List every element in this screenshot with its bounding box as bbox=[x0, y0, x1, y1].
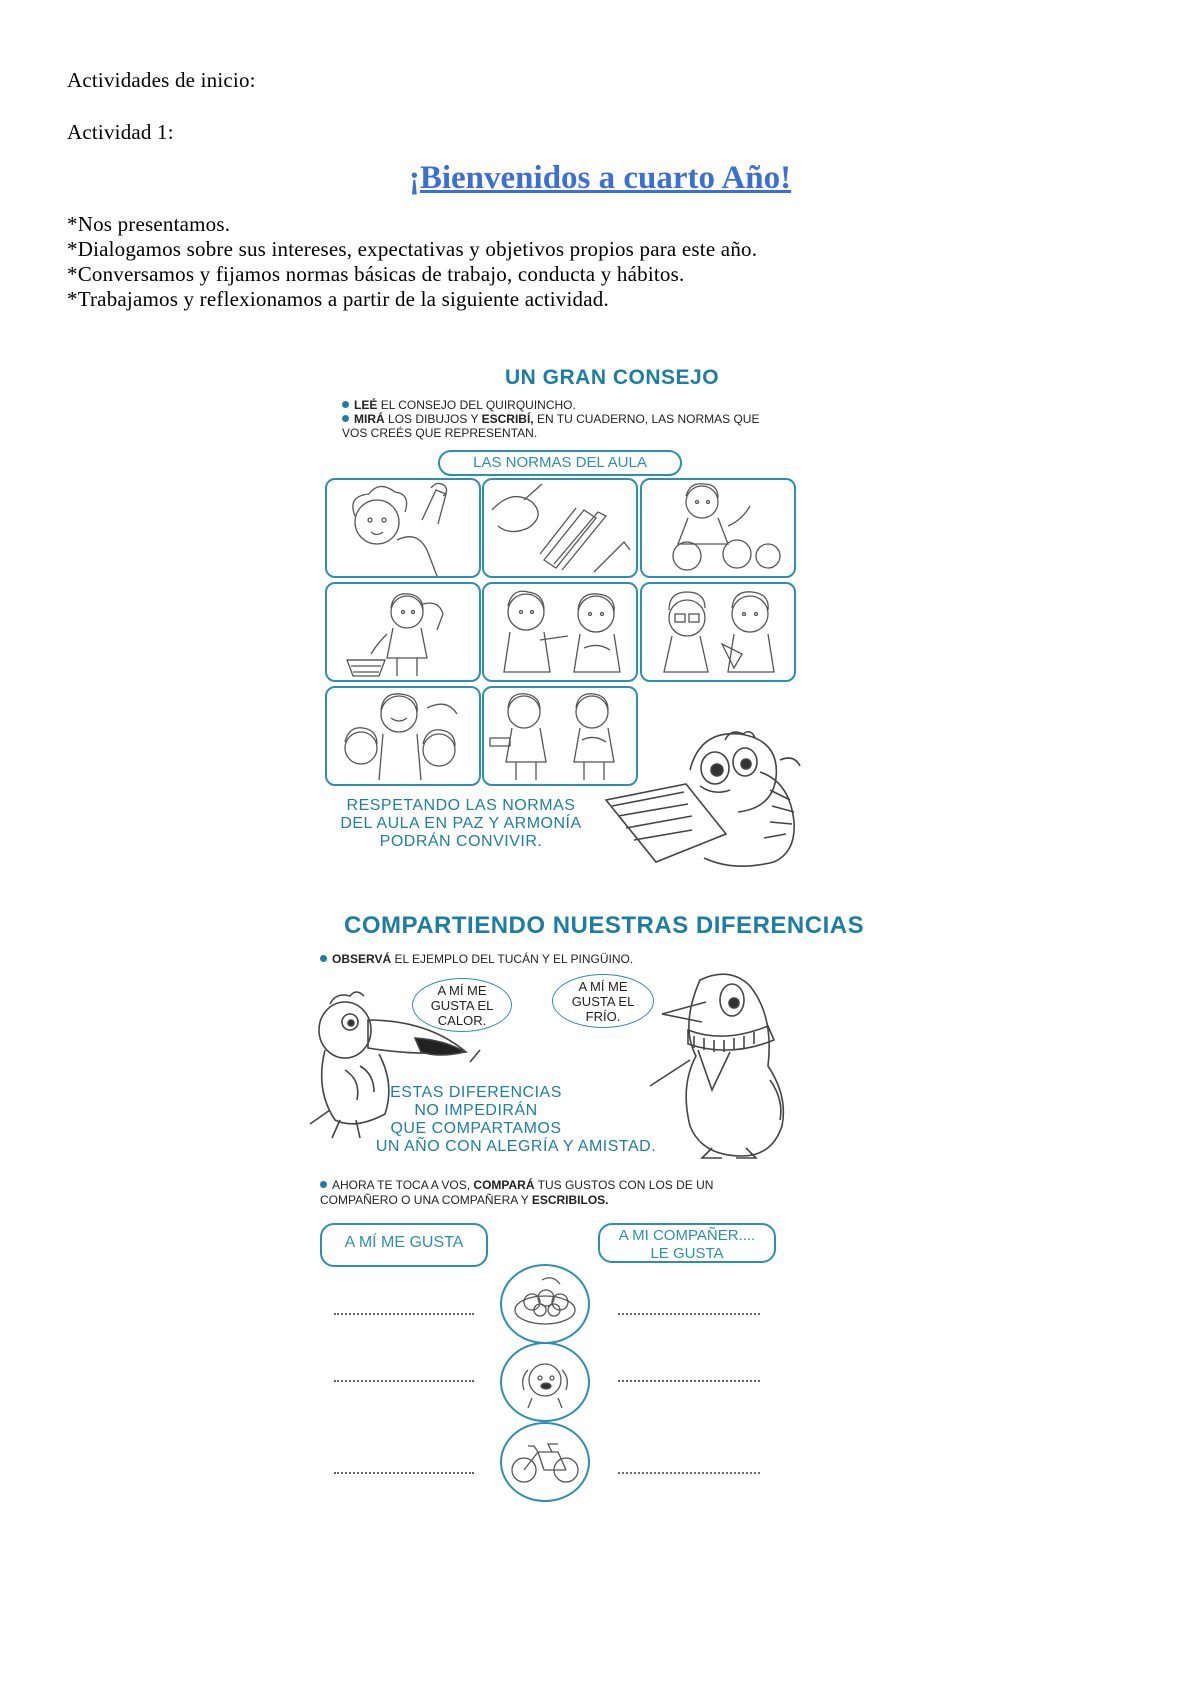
illustration-panel-4 bbox=[325, 582, 481, 682]
answer-line-left-1[interactable] bbox=[334, 1313, 474, 1315]
classmate-likes-box bbox=[598, 1223, 776, 1263]
classroom-rules-label: LAS NORMAS DEL AULA bbox=[438, 450, 682, 476]
message-line-3: QUE COMPARTAMOS bbox=[390, 1120, 562, 1137]
activities-heading: Actividades de inicio: bbox=[67, 68, 256, 92]
illustration-panel-5 bbox=[482, 582, 638, 682]
bubble-left-line-2: GUSTA EL bbox=[430, 997, 494, 1013]
intro-item-2: *Dialogamos sobre sus intereses, expectativas y objetivos propios para este año. bbox=[67, 237, 758, 261]
dog-icon bbox=[500, 1342, 590, 1422]
section2-instruction-2: AHORA TE TOCA A VOS, COMPARÁ TUS GUSTOS CON LOS DE UN bbox=[320, 1178, 713, 1192]
answer-line-right-2[interactable] bbox=[618, 1380, 760, 1382]
page-title: ¡Bienvenidos a cuarto Año! bbox=[408, 160, 792, 196]
closing-line-1: RESPETANDO LAS NORMAS bbox=[346, 797, 576, 814]
closing-line-2: DEL AULA EN PAZ Y ARMONÍA bbox=[340, 815, 582, 832]
illustration-panel-7 bbox=[325, 686, 481, 786]
illustration-panel-1 bbox=[325, 478, 481, 578]
answer-line-right-1[interactable] bbox=[618, 1313, 760, 1315]
message-line-2: NO IMPEDIRÁN bbox=[414, 1102, 538, 1119]
message-line-1: ESTAS DIFERENCIAS bbox=[390, 1084, 562, 1101]
answer-line-right-3[interactable] bbox=[618, 1472, 760, 1474]
speech-bubble-penguin bbox=[552, 974, 654, 1028]
bubble-right-line-3: FRÍO. bbox=[585, 1008, 621, 1024]
illustration-panel-6 bbox=[640, 582, 796, 682]
bullet-icon bbox=[320, 955, 327, 962]
intro-item-4: *Trabajamos y reflexionamos a partir de la siguiente actividad. bbox=[67, 287, 609, 311]
section2-message bbox=[346, 1084, 686, 1156]
speech-bubble-toucan bbox=[412, 978, 512, 1032]
section1-title: UN GRAN CONSEJO bbox=[505, 366, 720, 389]
illustration-panel-8 bbox=[482, 686, 638, 786]
bullet-icon bbox=[342, 415, 349, 422]
bubble-left-line-3: CALOR. bbox=[437, 1012, 487, 1028]
bubble-right-line-2: GUSTA EL bbox=[571, 993, 635, 1009]
bubble-right-line-1: A MÍ ME bbox=[578, 978, 628, 994]
vegetables-icon bbox=[500, 1264, 590, 1344]
intro-item-3: *Conversamos y fijamos normas básicas de trabajo, conducta y hábitos. bbox=[67, 262, 685, 286]
section1-instruction-2b: VOS CREÉS QUE REPRESENTAN. bbox=[342, 426, 538, 440]
activity-label: Actividad 1: bbox=[67, 120, 174, 144]
bullet-icon bbox=[342, 401, 349, 408]
section2-instruction-2b: COMPAÑERO O UNA COMPAÑERA Y ESCRIBILOS. bbox=[320, 1193, 609, 1207]
my-likes-box: A MÍ ME GUSTA bbox=[320, 1223, 488, 1267]
message-line-4: UN AÑO CON ALEGRÍA Y AMISTAD. bbox=[375, 1138, 657, 1155]
closing-line-3: PODRÁN CONVIVIR. bbox=[379, 833, 543, 850]
answer-line-left-2[interactable] bbox=[334, 1380, 474, 1382]
bicycle-icon bbox=[500, 1422, 590, 1502]
classmate-box-line-1: A MI COMPAÑER.... bbox=[618, 1227, 756, 1244]
bullet-icon bbox=[320, 1181, 327, 1188]
intro-item-1: *Nos presentamos. bbox=[67, 212, 231, 236]
illustration-panel-3 bbox=[640, 478, 796, 578]
section1-instruction-1: LEÉ EL CONSEJO DEL QUIRQUINCHO. bbox=[342, 398, 576, 412]
section2-instruction-1: OBSERVÁ EL EJEMPLO DEL TUCÁN Y EL PINGÜINO. bbox=[320, 952, 633, 966]
section1-closing-message bbox=[326, 797, 596, 851]
section2-title: COMPARTIENDO NUESTRAS DIFERENCIAS bbox=[344, 912, 865, 939]
answer-line-left-3[interactable] bbox=[334, 1472, 474, 1474]
classmate-box-line-2: LE GUSTA bbox=[650, 1245, 724, 1262]
bubble-left-line-1: A MÍ ME bbox=[437, 982, 487, 998]
illustration-panel-2 bbox=[482, 478, 638, 578]
section1-instruction-2: MIRÁ LOS DIBUJOS Y ESCRIBÍ, EN TU CUADERNO, LAS NORMAS QUE bbox=[342, 412, 759, 426]
